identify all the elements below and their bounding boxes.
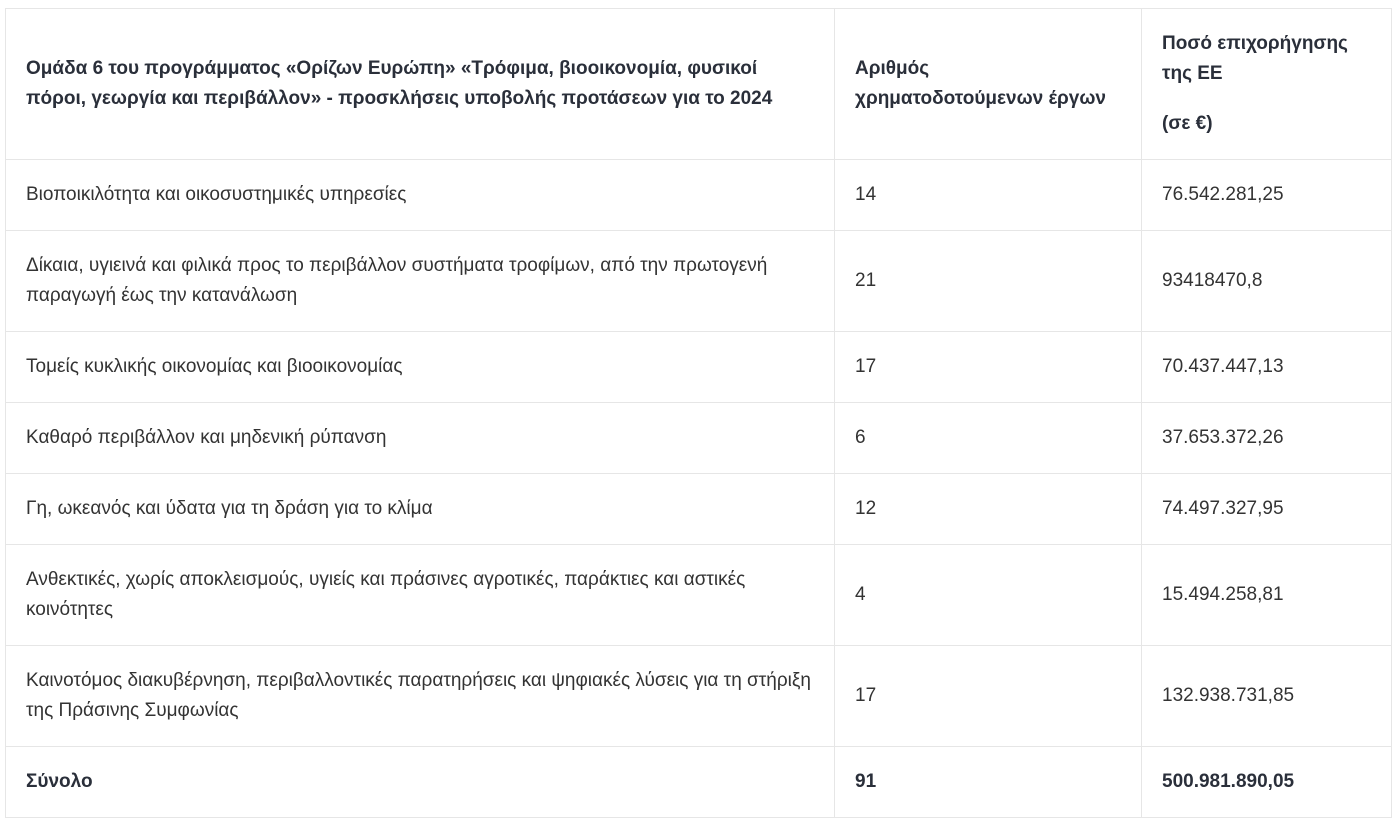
- table-header-row: [6, 9, 1392, 160]
- header-amount: [1142, 9, 1392, 160]
- cell-amount: 93418470,8: [1142, 231, 1392, 332]
- cell-projects: 12: [835, 474, 1142, 545]
- table-row: [6, 646, 1392, 747]
- table-row: [6, 160, 1392, 231]
- cell-projects: 14: [835, 160, 1142, 231]
- funding-table: [5, 8, 1392, 818]
- table-row: [6, 403, 1392, 474]
- cell-topic: Δίκαια, υγιεινά και φιλικά προς το περιβάλλον συστήματα τροφίμων, από την πρωτογενή παραγωγή έως την κατανάλωση: [6, 231, 835, 332]
- cell-amount: 37.653.372,26: [1142, 403, 1392, 474]
- table-row: [6, 545, 1392, 646]
- total-row: [6, 747, 1392, 818]
- header-amount-line1: Ποσό επιχορήγησης: [1162, 33, 1348, 54]
- header-amount-unit: (σε €): [1162, 113, 1213, 134]
- table-row: [6, 231, 1392, 332]
- cell-projects: 17: [835, 332, 1142, 403]
- cell-topic: Καινοτόμος διακυβέρνηση, περιβαλλοντικές παρατηρήσεις και ψηφιακές λύσεις για τη στήριξη της Πράσινης Συμφωνίας: [6, 646, 835, 747]
- table-row: [6, 332, 1392, 403]
- cell-topic: Καθαρό περιβάλλον και μηδενική ρύπανση: [6, 403, 835, 474]
- cell-amount: 70.437.447,13: [1142, 332, 1392, 403]
- total-projects: 91: [835, 747, 1142, 818]
- total-amount: 500.981.890,05: [1142, 747, 1392, 818]
- cell-topic: Βιοποικιλότητα και οικοσυστημικές υπηρεσίες: [6, 160, 835, 231]
- cell-topic: Ανθεκτικές, χωρίς αποκλεισμούς, υγιείς και πράσινες αγροτικές, παράκτιες και αστικές κοινότητες: [6, 545, 835, 646]
- cell-projects: 17: [835, 646, 1142, 747]
- cell-projects: 6: [835, 403, 1142, 474]
- header-amount-line2: της ΕΕ: [1162, 63, 1223, 84]
- cell-amount: 74.497.327,95: [1142, 474, 1392, 545]
- cell-amount: 132.938.731,85: [1142, 646, 1392, 747]
- header-group: Ομάδα 6 του προγράμματος «Ορίζων Ευρώπη» «Τρόφιμα, βιοοικονομία, φυσικοί πόροι, γεωργία και περιβάλλον» - προσκλήσεις υποβολής προτάσεων για το 2024: [6, 9, 835, 160]
- header-projects: Αριθμός χρηματοδοτούμενων έργων: [835, 9, 1142, 160]
- funding-table-container: [5, 8, 1391, 818]
- cell-amount: 15.494.258,81: [1142, 545, 1392, 646]
- cell-projects: 4: [835, 545, 1142, 646]
- cell-topic: Τομείς κυκλικής οικονομίας και βιοοικονομίας: [6, 332, 835, 403]
- total-label: Σύνολο: [6, 747, 835, 818]
- cell-topic: Γη, ωκεανός και ύδατα για τη δράση για το κλίμα: [6, 474, 835, 545]
- cell-amount: 76.542.281,25: [1142, 160, 1392, 231]
- table-row: [6, 474, 1392, 545]
- cell-projects: 21: [835, 231, 1142, 332]
